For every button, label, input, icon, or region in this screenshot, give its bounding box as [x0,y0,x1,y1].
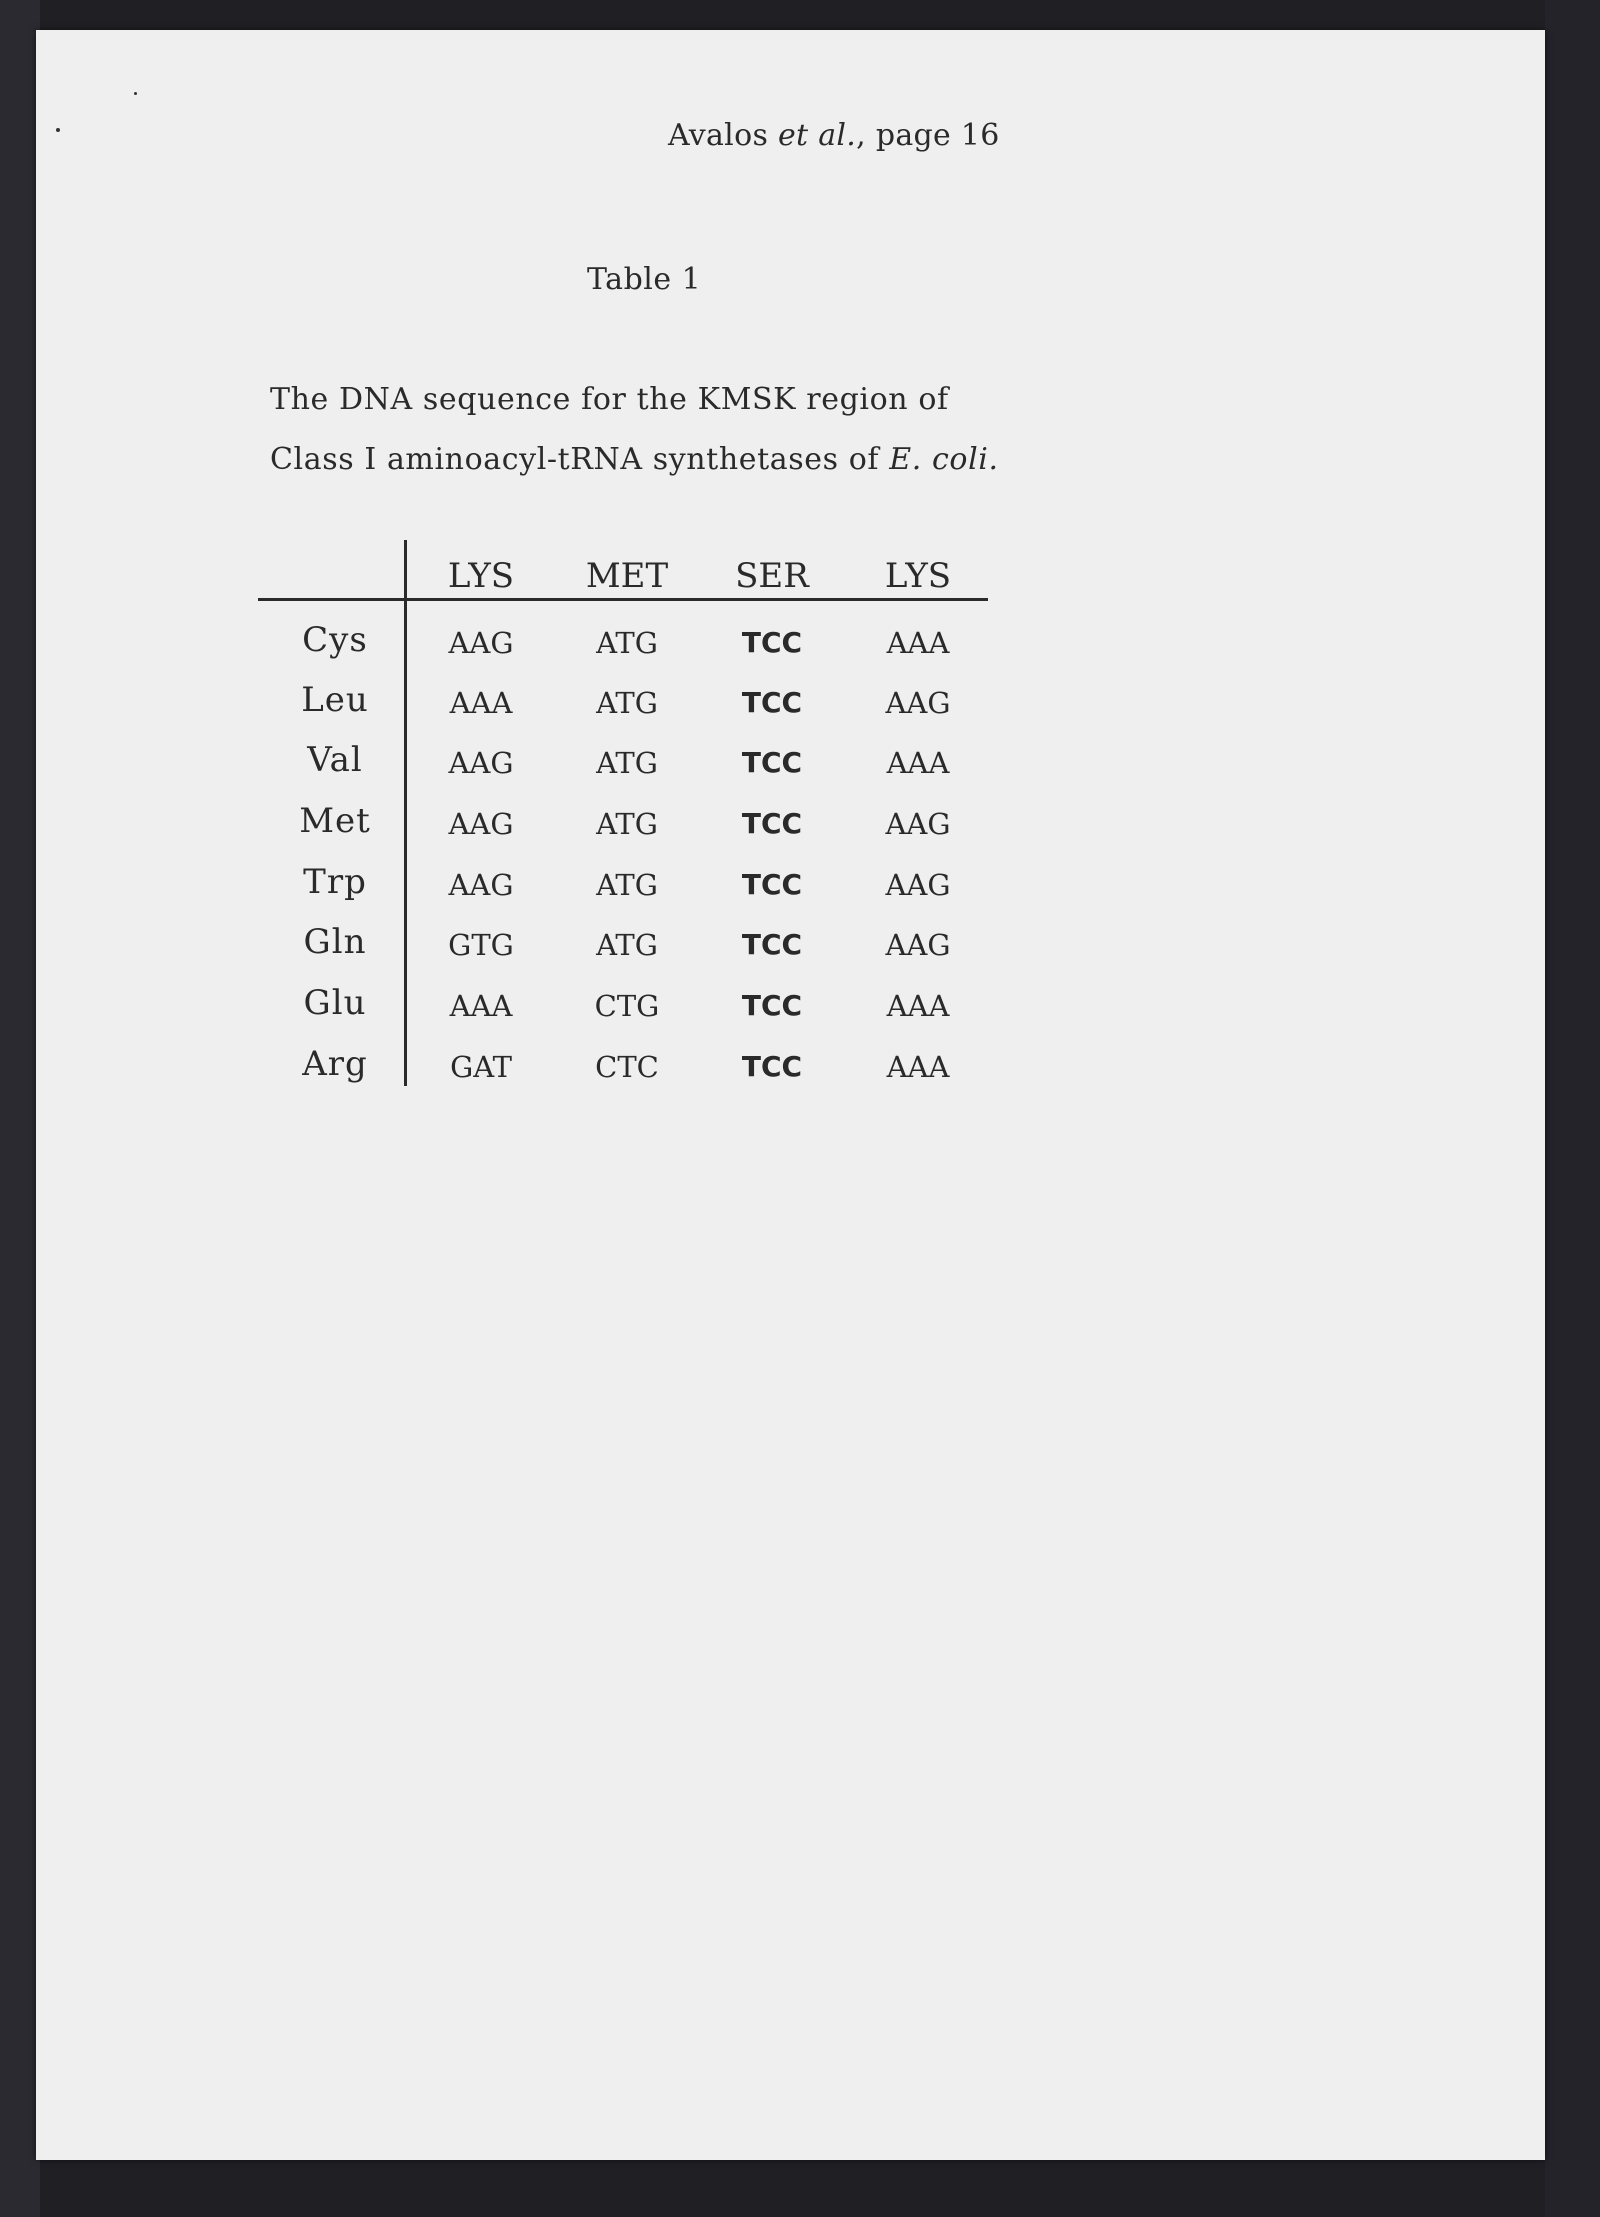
codon-cell: AAG [885,868,951,902]
codon-cell: AAG [885,686,951,720]
codon-cell: TCC [741,626,803,659]
column-header-ser-3: SER [735,556,809,596]
codon-cell: AAG [448,626,514,660]
caption-prefix: Class I aminoacyl-tRNA synthetases of [270,442,890,477]
codon-cell: TCC [741,989,803,1022]
row-label-gln: Gln [303,922,367,962]
row-label-cys: Cys [302,620,368,660]
codon-cell: AAA [886,746,950,780]
codon-cell: AAA [886,989,950,1023]
codon-cell: ATG [596,686,658,720]
codon-cell: TCC [741,686,803,719]
caption-species: E. coli. [889,442,999,477]
scan-backdrop-left [0,0,40,2217]
codon-cell: TCC [741,868,803,901]
codon-cell: TCC [741,928,803,961]
column-header-lys-1: LYS [447,556,515,596]
table-horizontal-rule [258,598,988,601]
row-label-trp: Trp [303,862,367,902]
codon-cell: ATG [596,868,658,902]
codon-cell: AAG [885,807,951,841]
scan-speck [134,92,137,95]
codon-cell: GAT [450,1050,512,1084]
column-header-lys-4: LYS [884,556,952,596]
codon-cell: AAA [449,686,513,720]
codon-cell: ATG [596,807,658,841]
codon-cell: AAA [886,1050,950,1084]
table-title: Table 1 [587,262,702,297]
row-label-val: Val [307,740,363,780]
codon-cell: GTG [448,928,514,962]
codon-cell: ATG [596,746,658,780]
codon-cell: CTC [595,1050,659,1084]
row-label-glu: Glu [303,983,367,1023]
column-header-met-2: MET [585,556,669,596]
codon-cell: CTG [594,989,660,1023]
table-caption-line-1: The DNA sequence for the KMSK region of [270,382,949,417]
codon-cell: AAG [448,868,514,902]
scan-backdrop-right [1545,0,1600,2217]
codon-cell: AAA [886,626,950,660]
codon-cell: ATG [596,626,658,660]
header-etal: et al. [777,118,857,153]
document-page [36,30,1545,2160]
header-author: Avalos [668,118,769,153]
codon-cell: TCC [741,1050,803,1083]
codon-cell: TCC [741,746,803,779]
codon-cell: AAA [449,989,513,1023]
row-label-leu: Leu [301,680,369,720]
codon-cell: ATG [596,928,658,962]
codon-cell: AAG [885,928,951,962]
running-header [668,118,1000,153]
table-caption-line-2 [270,442,999,477]
codon-cell: TCC [741,807,803,840]
codon-cell: AAG [448,807,514,841]
row-label-arg: Arg [302,1044,368,1084]
row-label-met: Met [299,801,371,841]
table-vertical-rule [404,540,407,1086]
header-page: , page 16 [856,118,1000,153]
scan-speck [56,128,60,132]
codon-cell: AAG [448,746,514,780]
